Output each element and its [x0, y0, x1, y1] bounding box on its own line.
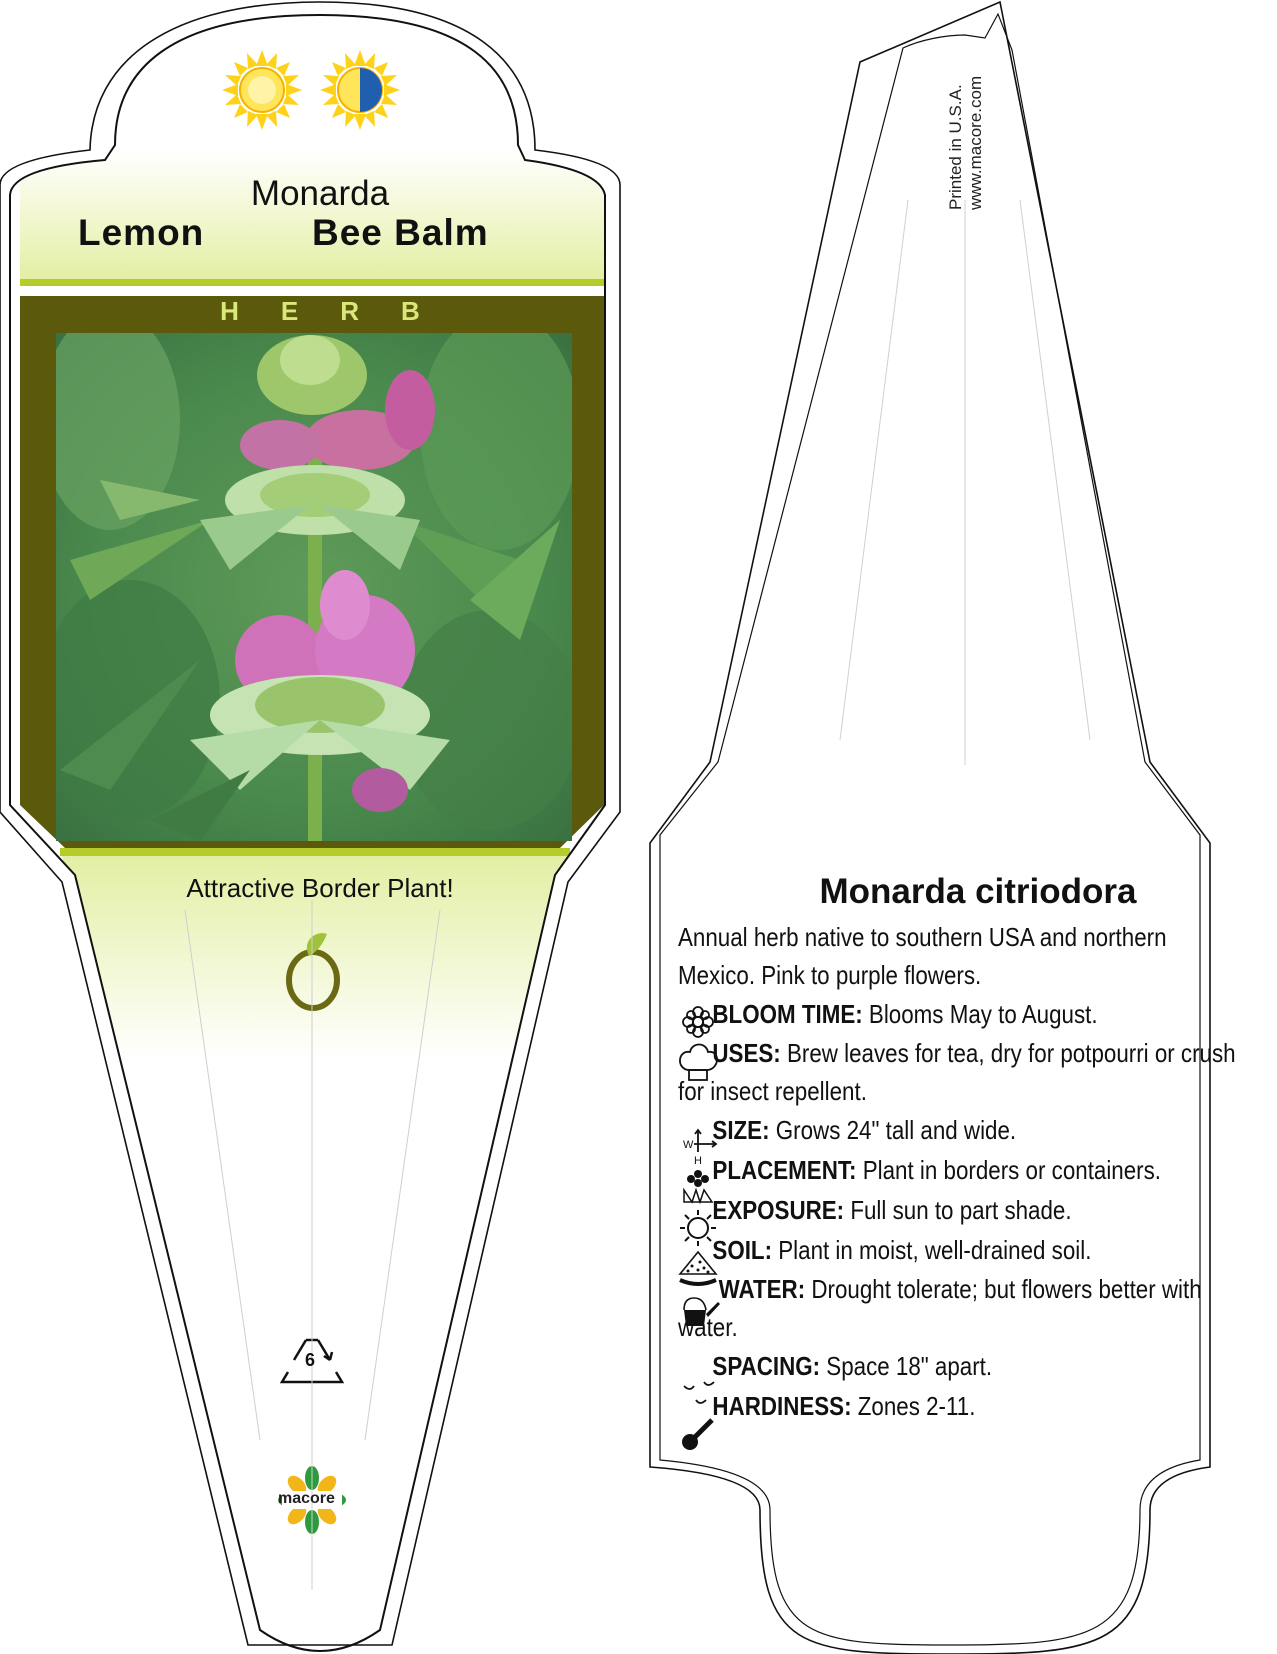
water-label: WATER: — [718, 1274, 806, 1304]
placement-label: PLACEMENT: — [712, 1155, 857, 1185]
recycle-number: 6 — [305, 1350, 316, 1370]
common-name-right: Bee Balm — [312, 212, 489, 253]
uses-label: USES: — [712, 1038, 781, 1068]
care-info — [678, 872, 1248, 1426]
care-item-uses — [678, 1034, 1246, 1110]
care-item-soil — [678, 1230, 1168, 1270]
size-text: Grows 24" tall and wide. — [775, 1115, 1017, 1145]
care-item-placement — [678, 1150, 1168, 1190]
category-label: HERB — [220, 296, 462, 326]
svg-text:W: W — [683, 1139, 694, 1151]
soil-label: SOIL: — [712, 1235, 773, 1265]
soil-text: Plant in moist, well-drained soil. — [778, 1235, 1092, 1265]
website: www.macore.com — [966, 75, 985, 210]
care-item-hardiness — [678, 1386, 1168, 1426]
svg-text:H: H — [694, 1155, 702, 1167]
hardiness-label: HARDINESS: — [712, 1391, 852, 1421]
hardiness-text: Zones 2-11. — [857, 1391, 976, 1421]
common-name-left: Lemon — [78, 212, 205, 253]
description: Annual herb native to southern USA and northern Mexico. Pink to purple flowers. — [678, 922, 1167, 990]
spacing-text: Space 18" apart. — [826, 1351, 993, 1381]
care-item-size — [678, 1110, 1168, 1150]
brand-name: macore — [278, 1490, 335, 1507]
genus-name: Monarda — [250, 174, 390, 213]
size-label: SIZE: — [712, 1115, 770, 1145]
part-shade-sun-icon — [320, 50, 400, 130]
care-item-spacing — [678, 1346, 1168, 1386]
bloom-text: Blooms May to August. — [868, 999, 1098, 1029]
spacing-label: SPACING: — [712, 1351, 821, 1381]
care-item-bloom — [678, 994, 1168, 1034]
scientific-name: Monarda citriodora — [819, 872, 1137, 911]
placement-text: Plant in borders or containers. — [862, 1155, 1162, 1185]
plant-photo — [40, 310, 580, 841]
care-item-exposure — [678, 1190, 1168, 1230]
uses-text: Brew leaves for tea, dry for potpourri or crush for insect repellent. — [678, 1038, 1236, 1106]
tagline: Attractive Border Plant! — [186, 873, 454, 903]
care-item-water — [678, 1270, 1246, 1346]
printed-in-usa: Printed in U.S.A. — [946, 84, 965, 210]
exposure-text: Full sun to part shade. — [850, 1195, 1072, 1225]
full-sun-icon — [222, 50, 302, 130]
exposure-label: EXPOSURE: — [712, 1195, 845, 1225]
bloom-label: BLOOM TIME: — [712, 999, 863, 1029]
water-text: Drought tolerate; but flowers better with water. — [678, 1274, 1202, 1342]
